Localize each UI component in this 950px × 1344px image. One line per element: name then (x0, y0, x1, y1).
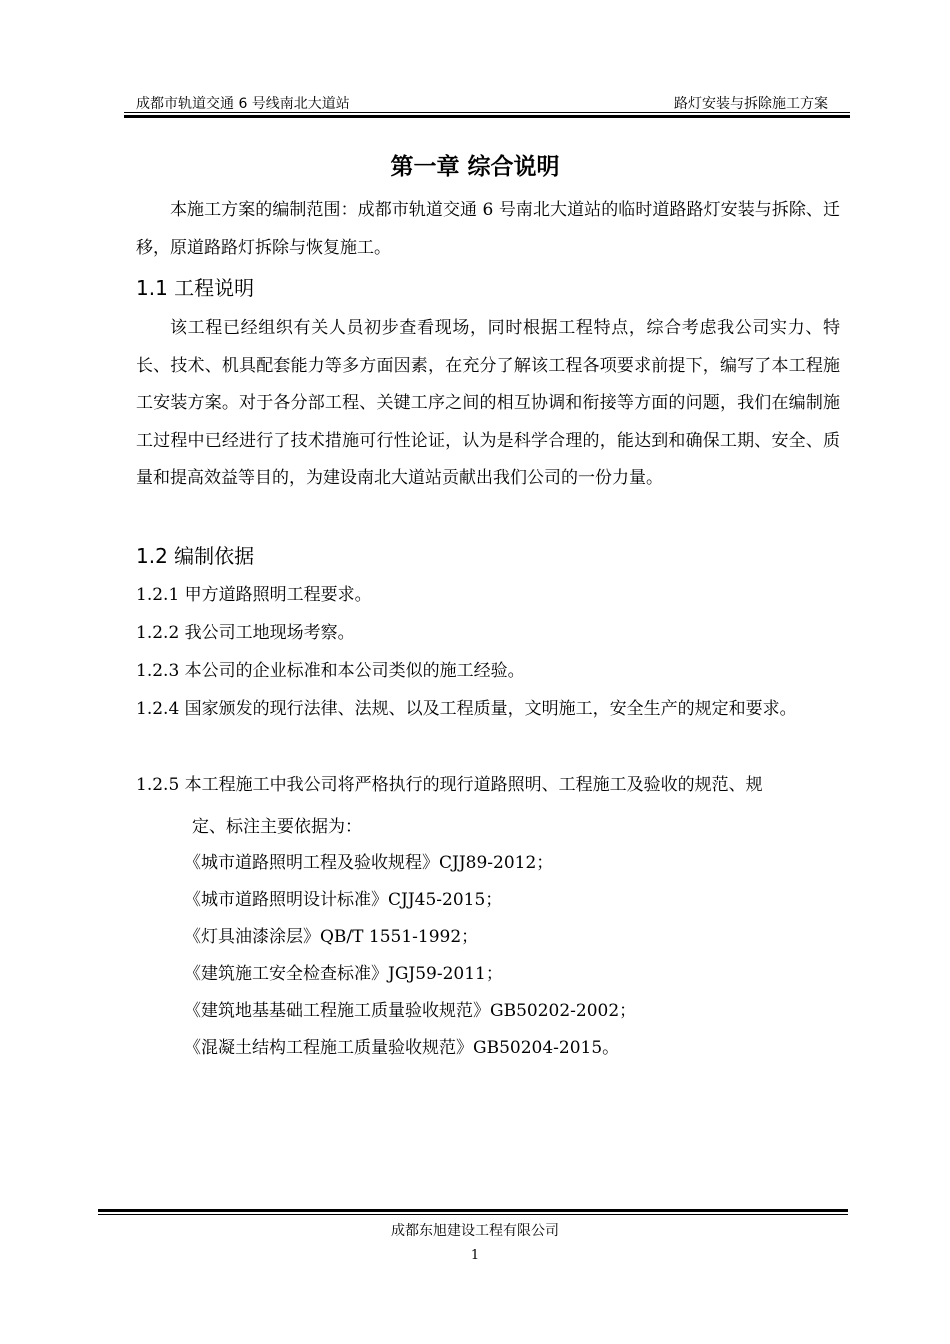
page-number: 1 (470, 1248, 480, 1263)
reference-standard: 《混凝土结构工程施工质量验收规范》GB50204-2015。 (184, 1038, 620, 1058)
header-rule-thick (124, 115, 850, 118)
basis-item-5: 1.2.5 本工程施工中我公司将严格执行的现行道路照明、工程施工及验收的规范、规 (136, 775, 763, 795)
header-document-title: 路灯安装与拆除施工方案 (674, 96, 828, 112)
reference-standard: 《建筑地基基础工程施工质量验收规范》GB50202-2002； (184, 1001, 637, 1021)
footer-company-name: 成都东旭建设工程有限公司 (391, 1223, 559, 1239)
basis-item-5-continuation: 定、标注主要依据为： (192, 817, 362, 837)
intro-paragraph: 本施工方案的编制范围：成都市轨道交通 6 号南北大道站的临时道路路灯安装与拆除、迁移，原道路路灯拆除与恢复施工。 (136, 200, 840, 258)
basis-item-3: 1.2.3 本公司的企业标准和本公司类似的施工经验。 (136, 661, 525, 681)
section-heading-1-2: 1.2 编制依据 (136, 544, 255, 568)
basis-item-2: 1.2.2 我公司工地现场考察。 (136, 623, 355, 643)
footer-rule-thick (98, 1209, 848, 1212)
reference-standard: 《建筑施工安全检查标准》JGJ59-2011； (184, 964, 503, 984)
header-project-name: 成都市轨道交通 6 号线南北大道站 (136, 96, 350, 112)
footer-rule (98, 1214, 848, 1215)
basis-item-4: 1.2.4 国家颁发的现行法律、法规、以及工程质量，文明施工，安全生产的规定和要求。 (136, 699, 797, 719)
reference-standard: 《城市道路照明工程及验收规程》CJJ89-2012； (184, 853, 554, 873)
section-heading-1-1: 1.1 工程说明 (136, 276, 255, 300)
reference-standard: 《城市道路照明设计标准》CJJ45-2015； (184, 890, 503, 910)
basis-item-1: 1.2.1 甲方道路照明工程要求。 (136, 585, 372, 605)
chapter-title: 第一章 综合说明 (390, 154, 560, 180)
header-rule (124, 112, 850, 113)
section-1-1-paragraph: 该工程已经组织有关人员初步查看现场，同时根据工程特点，综合考虑我公司实力、特长、技术、机具配套能力等多方面因素，在充分了解该工程各项要求前提下，编写了本工程施工安装方案。对于各分部工程、关键工序之间的相互协调和衔接等方面的问题，我们在编制施工过程中已经进行了技术措施可行性论证，认为是科学合理的，能达到和确保工期、安全、质量和提高效益等目的，为建设南北大道站贡献出我们公司的一份力量。 (136, 318, 840, 488)
reference-standard: 《灯具油漆涂层》QB/T 1551-1992； (184, 927, 479, 947)
